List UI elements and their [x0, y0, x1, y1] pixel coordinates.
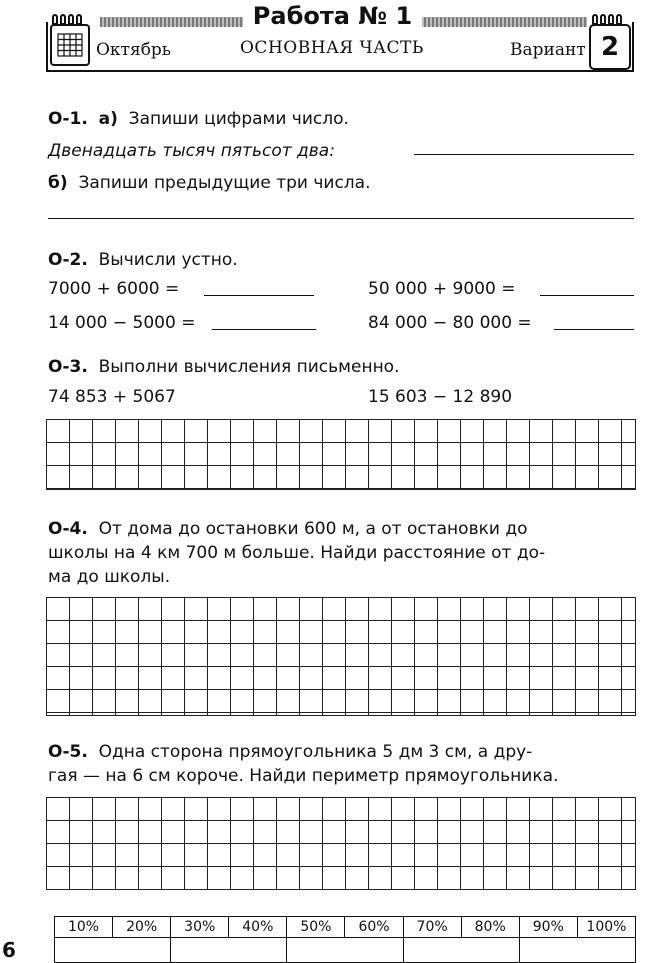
task-o4-line2: школы на 4 км 700 м больше. Найди расстояние от до- — [48, 543, 546, 563]
task-o3-heading: О-3. Выполни вычисления письменно. — [48, 357, 400, 377]
answer-line[interactable] — [540, 295, 634, 296]
answer-line[interactable] — [554, 329, 634, 330]
page-title: Работа № 1 — [0, 2, 665, 30]
task-o4-line3: ма до школы. — [48, 567, 171, 587]
score-cell[interactable] — [287, 938, 403, 963]
expression: 84 000 − 80 000 = — [368, 313, 532, 333]
expression: 14 000 − 5000 = — [48, 313, 196, 333]
expression: 50 000 + 9000 = — [368, 279, 516, 299]
answer-line-o1a[interactable] — [414, 154, 634, 155]
score-header: 10% — [55, 917, 113, 938]
score-cell[interactable] — [403, 938, 519, 963]
answer-line[interactable] — [204, 295, 314, 296]
score-header: 30% — [171, 917, 229, 938]
task-o1-heading: О-1. а) Запиши цифрами число. — [48, 109, 349, 129]
score-header: 50% — [287, 917, 345, 938]
score-header: 100% — [577, 917, 635, 938]
score-header: 20% — [113, 917, 171, 938]
task-o1b: б) Запиши предыдущие три числа. — [48, 173, 371, 193]
score-cell[interactable] — [55, 938, 171, 963]
score-cell[interactable] — [519, 938, 635, 963]
score-header: 80% — [461, 917, 519, 938]
variant-number: 2 — [589, 24, 631, 70]
month-label: Октябрь — [96, 40, 172, 60]
answer-line[interactable] — [212, 329, 316, 330]
answer-line-o1b[interactable] — [48, 218, 634, 219]
task-o3-expr2: 15 603 − 12 890 — [368, 387, 513, 407]
work-grid-o3[interactable] — [46, 419, 635, 489]
score-header: 60% — [345, 917, 403, 938]
work-grid-o4[interactable] — [46, 597, 635, 715]
task-o4-line1: О-4. От дома до остановки 600 м, а от остановки до — [48, 519, 528, 539]
section-title: ОСНОВНАЯ ЧАСТЬ — [240, 38, 424, 58]
task-o1-prompt: Двенадцать тысяч пятьсот два: — [48, 141, 335, 161]
variant-label: Вариант — [510, 40, 586, 60]
score-header: 70% — [403, 917, 461, 938]
expression: 7000 + 6000 = — [48, 279, 180, 299]
task-o2-heading: О-2. Вычисли устно. — [48, 250, 238, 270]
score-header: 40% — [229, 917, 287, 938]
task-o5-line1: О-5. Одна сторона прямоугольника 5 дм 3 см, а дру- — [48, 742, 533, 762]
work-grid-o5[interactable] — [46, 797, 635, 889]
calendar-icon — [50, 24, 90, 66]
score-cell[interactable] — [171, 938, 287, 963]
page-number: 6 — [2, 938, 16, 962]
task-o5-line2: гая — на 6 см короче. Найди периметр прямоугольника. — [48, 766, 559, 786]
score-table — [54, 916, 636, 963]
task-o3-expr1: 74 853 + 5067 — [48, 387, 176, 407]
score-header: 90% — [519, 917, 577, 938]
